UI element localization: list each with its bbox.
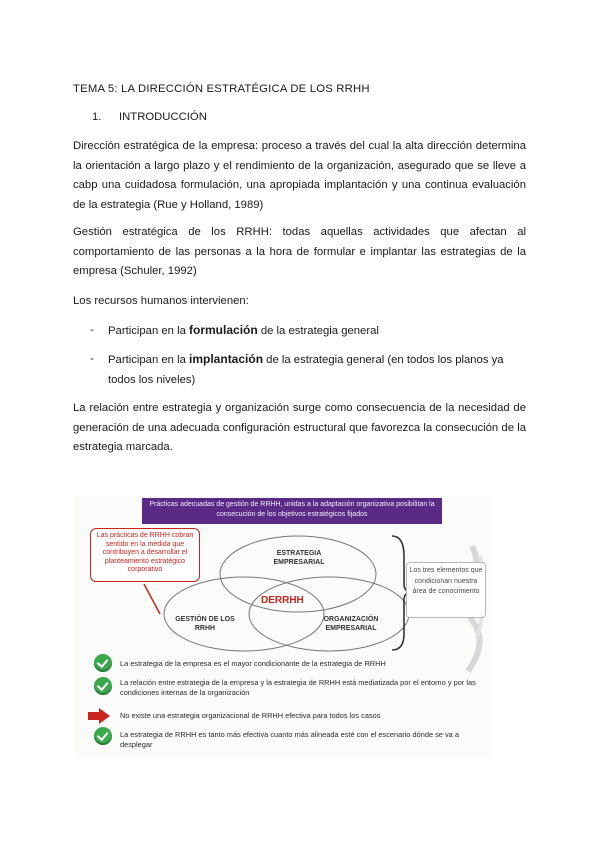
paragraph-strategy-organization: La relación entre estrategia y organización surge como consecuencia de la necesidad de generación de una adecuada configuración estructural que favorezca la consecución de la estrategia marcada. xyxy=(73,402,526,453)
venn-ellipse-hr xyxy=(164,577,324,651)
side-note-box: Los tres elementos que condicionan nuestra área de conocimiento xyxy=(406,562,486,618)
bullet-dash: - xyxy=(90,353,94,365)
bullet-bold: formulación xyxy=(189,323,258,337)
red-arrow-icon xyxy=(88,708,110,724)
bullet-text: de la estrategia general xyxy=(257,325,379,337)
bullet-dash: - xyxy=(90,324,94,336)
strategy-diagram-figure xyxy=(74,496,492,758)
section-heading xyxy=(92,108,545,128)
check-icon xyxy=(94,677,112,695)
point-item: La estrategia de la empresa es el mayor condicionante de la estrategia de RRHH xyxy=(120,659,386,668)
bullet-item xyxy=(90,350,530,390)
point-item: No existe una estrategia organizacional de RRHH efectiva para todos los casos xyxy=(120,711,381,720)
paragraph-definition-strategy: Dirección estratégica de la empresa: proceso a través del cual la alta dirección determina la orientación a largo plazo y el rendimiento de la organización, asegurado que se lleve a cabp una cuidadosa formulación, una apropiada implantación y una continua evaluación de la estrategia (Rue y Holland, 1989) xyxy=(73,140,526,211)
callout-box: Las prácticas de RRHH cobran sentido en la medida que contribuyen a desarrollar el planteamiento estratégico corporativo xyxy=(90,528,200,582)
venn-center-label: DERRHH xyxy=(261,595,304,606)
point-item: La estrategia de RRHH es tanto más efectiva cuanto más alineada esté con el escenario dónde se va a desplegar xyxy=(120,730,459,749)
bullet-bold: implantación xyxy=(189,352,264,366)
venn-label-organization: ORGANIZACIÓN EMPRESARIAL xyxy=(323,616,379,632)
section-label: INTRODUCCIÓN xyxy=(119,111,207,123)
paragraph-hr-intervene: Los recursos humanos intervienen: xyxy=(73,295,249,307)
check-icon xyxy=(94,654,112,672)
bullet-text: Participan en la xyxy=(108,325,190,337)
venn-ellipse-organization xyxy=(249,577,409,651)
venn-label-hr: GESTIÓN DE LOS RRHH xyxy=(175,616,235,632)
bullet-text: Participan en la xyxy=(108,354,190,366)
section-number: 1. xyxy=(92,111,102,123)
page-title: TEMA 5: LA DIRECCIÓN ESTRATÉGICA DE LOS RRHH xyxy=(73,83,370,95)
paragraph-definition-hr: Gestión estratégica de los RRHH: todas aquellas actividades que afectan al comportamiento de las personas a la hora de formular e implantar las estrategias de la empresa (Schuler, 1992) xyxy=(73,226,526,277)
figure-banner: Prácticas adecuadas de gestión de RRHH, unidas a la adaptación organizativa posibilitan la consecución de los objetivos estratégicos fijados xyxy=(142,498,442,524)
point-item: La relación entre estrategia de la empresa y la estrategia de RRHH está mediatizada por el entorno y por las condiciones internas de la organización xyxy=(120,678,476,697)
bullet-text: de la estrategia general (en todos los planos ya todos los niveles) xyxy=(108,354,504,386)
bullet-item xyxy=(90,321,530,342)
check-icon xyxy=(94,727,112,745)
callout-pointer xyxy=(144,584,160,614)
venn-label-strategy: ESTRATEGIA EMPRESARIAL xyxy=(273,550,325,566)
